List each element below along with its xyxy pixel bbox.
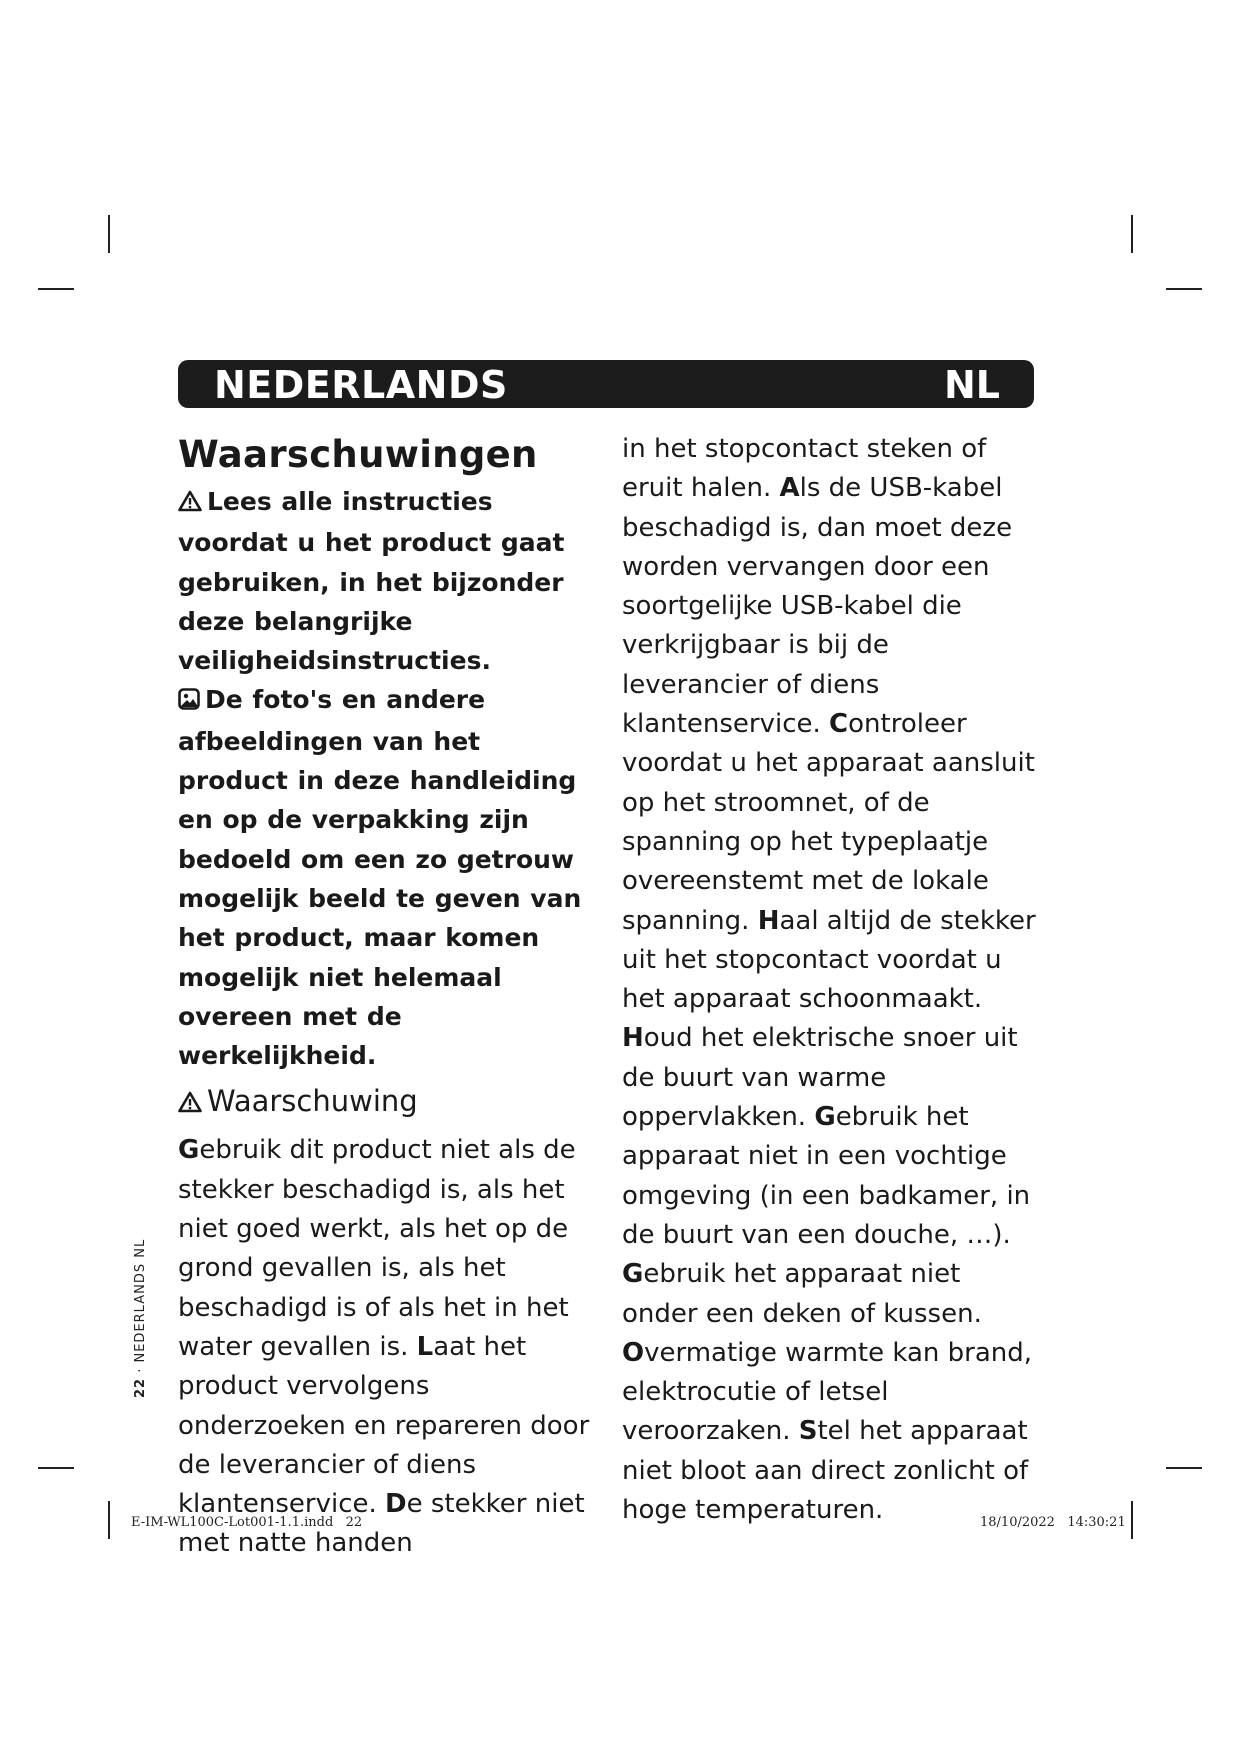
print-slug-timestamp: 18/10/2022 14:30:21 bbox=[980, 1515, 1126, 1530]
crop-mark bbox=[38, 1467, 74, 1469]
crop-mark bbox=[1166, 1467, 1202, 1469]
sentence-text: ls de USB-kabel beschadigd is, dan moet deze worden vervangen door een soortgelijke USB-kabel die verkrijgbaar is bij de leverancier of diens klantenservice. bbox=[622, 473, 1013, 740]
sentence-initial: H bbox=[757, 905, 780, 936]
sentence-text: tel het apparaat niet bloot aan direct zonlicht of hoge temperaturen. bbox=[622, 1416, 1029, 1526]
crop-mark bbox=[1131, 215, 1133, 253]
crop-mark bbox=[1131, 1501, 1133, 1539]
warning-triangle-icon bbox=[178, 1083, 202, 1123]
sentence-text: ebruik het apparaat niet onder een deken of kussen. bbox=[622, 1259, 982, 1329]
sentence-initial: H bbox=[622, 1023, 644, 1054]
sentence-text: e stekker niet met natte handen bbox=[178, 1489, 585, 1559]
right-column bbox=[622, 430, 1042, 1530]
sentence-initial: A bbox=[779, 473, 800, 504]
print-slug-file: E-IM-WL100C-Lot001-1.1.indd 22 bbox=[131, 1515, 363, 1530]
photo-note-paragraph bbox=[178, 680, 598, 1075]
sentence-text: ebruik dit product niet als de stekker beschadigd is, als het niet goed werkt, als het op de grond gevallen is, als het beschadigd is of als het in het water gevallen is. bbox=[178, 1135, 576, 1362]
language-title: NEDERLANDS bbox=[214, 363, 508, 407]
language-code: NL bbox=[943, 363, 1000, 407]
sentence-initial: D bbox=[385, 1489, 407, 1520]
page-number: 22 bbox=[133, 1377, 148, 1398]
section-title: Waarschuwingen bbox=[178, 433, 538, 476]
sentence-text: ebruik het apparaat niet in een vochtige omgeving (in een badkamer, in de buurt van een douche, …). bbox=[622, 1102, 1031, 1250]
crop-mark bbox=[108, 1501, 110, 1539]
sentence-initial: G bbox=[178, 1135, 200, 1166]
sentence-text: aat het product vervolgens onderzoeken en repareren door de leverancier of diens klantenservice. bbox=[178, 1331, 590, 1520]
crop-mark bbox=[38, 288, 74, 290]
sentence-text: aal altijd de stekker uit het stopcontact voordat u het apparaat schoonmaakt. bbox=[622, 905, 1036, 1015]
image-icon bbox=[178, 682, 200, 721]
intro-paragraph bbox=[178, 482, 598, 680]
sentence-initial: C bbox=[829, 709, 849, 740]
photo-note-text: De foto's en andere afbeeldingen van het product in deze handleiding en op de verpakking zijn bedoeld om een zo getrouw mogelijk beeld te geven van het product, maar komen mogelijk niet helemaal overeen met de werkelijkheid. bbox=[178, 685, 582, 1071]
sentence-text: oud het elektrische snoer uit de buurt van warme oppervlakken. bbox=[622, 1023, 1018, 1133]
intro-text: Lees alle instructies voordat u het product gaat gebruiken, in het bijzonder deze belangrijke veiligheidsinstructies. bbox=[178, 487, 565, 676]
sentence-initial: G bbox=[814, 1102, 836, 1133]
warning-heading-text: Waarschuwing bbox=[207, 1084, 418, 1119]
sentence-text: vermatige warmte kan brand, elektrocutie of letsel veroorzaken. bbox=[622, 1337, 1033, 1447]
sentence-initial: L bbox=[416, 1331, 434, 1362]
sentence-text: ontroleer voordat u het apparaat aansluit op het stroomnet, of de spanning op het typeplaatje overeenstemt met de lokale spanning. bbox=[622, 709, 1035, 936]
language-header-bar bbox=[178, 360, 1034, 408]
crop-mark bbox=[1166, 288, 1202, 290]
warning-body-left bbox=[178, 1131, 598, 1563]
warning-body-right bbox=[622, 430, 1042, 1530]
sentence-initial: G bbox=[622, 1259, 644, 1290]
sentence-initial: S bbox=[798, 1416, 818, 1447]
page-side-label bbox=[133, 1239, 148, 1398]
warning-triangle-icon bbox=[178, 484, 202, 523]
sentence-text: in het stopcontact steken of eruit halen. bbox=[622, 434, 987, 504]
left-column bbox=[178, 430, 598, 1564]
warning-heading bbox=[178, 1081, 598, 1123]
sentence-initial: O bbox=[622, 1337, 645, 1368]
side-label-text: · NEDERLANDS NL bbox=[133, 1238, 148, 1378]
crop-mark bbox=[108, 215, 110, 253]
